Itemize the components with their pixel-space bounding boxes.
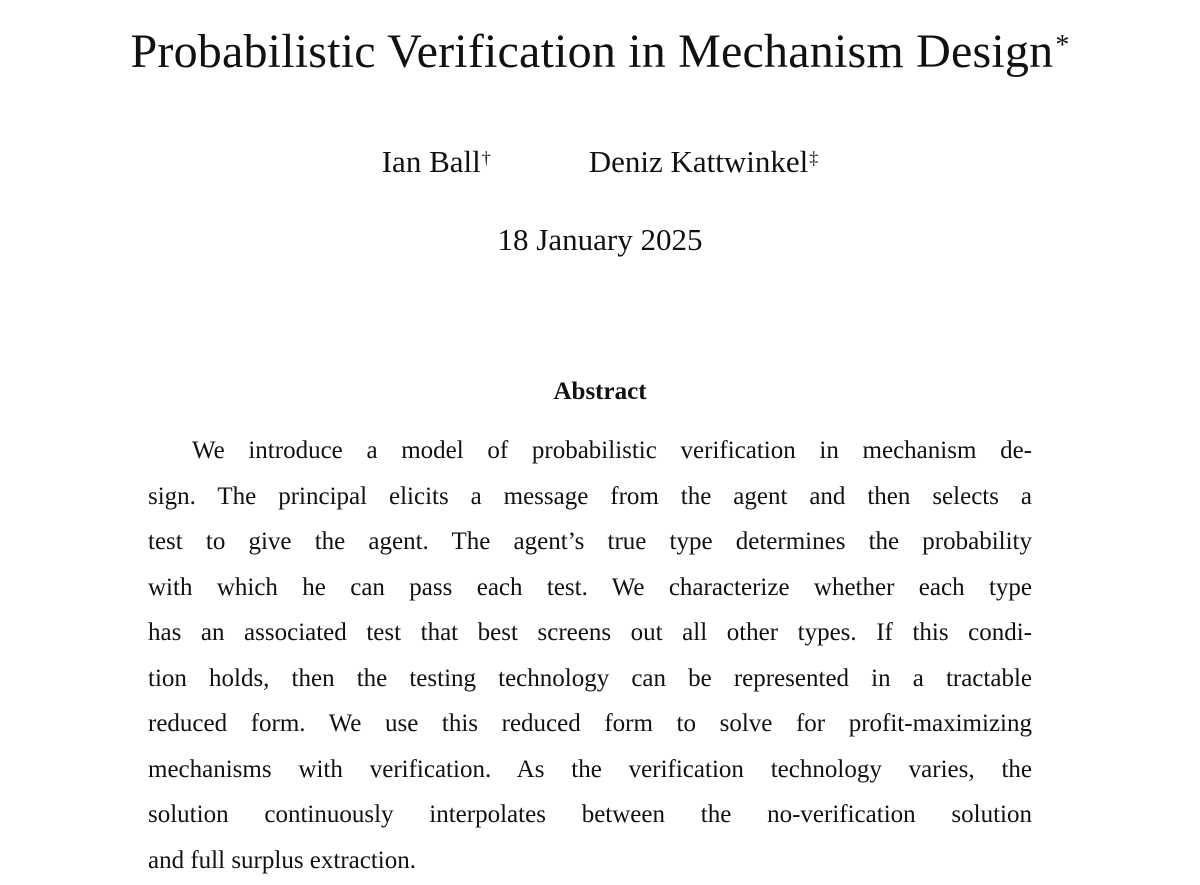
- abstract-line: reduced form. We use this reduced form to solve for profit-maximizing: [148, 710, 1032, 737]
- paper-title-text: Probabilistic Verification in Mechanism Design: [130, 25, 1054, 78]
- abstract-line: mechanisms with verification. As the verification technology varies, the: [148, 755, 1032, 783]
- abstract-line: sign. The principal elicits a message from the agent and then selects a: [148, 482, 1032, 510]
- abstract-line: has an associated test that best screens out all other types. If this condi-: [148, 619, 1032, 646]
- abstract-body: [148, 428, 1032, 883]
- author-ian-ball: [382, 142, 491, 182]
- title-footnote-mark: *: [1055, 30, 1070, 61]
- author-list: [0, 142, 1200, 182]
- author-footnote-mark: ‡: [809, 148, 819, 168]
- author-deniz-kattwinkel: [589, 142, 819, 182]
- abstract-line: and full surplus extraction.: [148, 846, 416, 874]
- abstract-line: solution continuously interpolates between the no-verification solution: [148, 801, 1032, 828]
- abstract-heading: Abstract: [553, 378, 647, 405]
- abstract-line: We introduce a model of probabilistic verification in mechanism de-: [192, 437, 1032, 464]
- author-name: Deniz Kattwinkel: [588, 144, 809, 179]
- publication-date: 18 January 2025: [497, 222, 703, 257]
- abstract-line: with which he can pass each test. We characterize whether each type: [148, 573, 1032, 601]
- abstract-line: tion holds, then the testing technology can be represented in a tractable: [148, 664, 1032, 692]
- author-name: Ian Ball: [381, 144, 481, 179]
- author-footnote-mark: †: [481, 148, 491, 168]
- paper-title: [0, 22, 1200, 82]
- abstract-line: test to give the agent. The agent’s true type determines the probability: [148, 528, 1032, 555]
